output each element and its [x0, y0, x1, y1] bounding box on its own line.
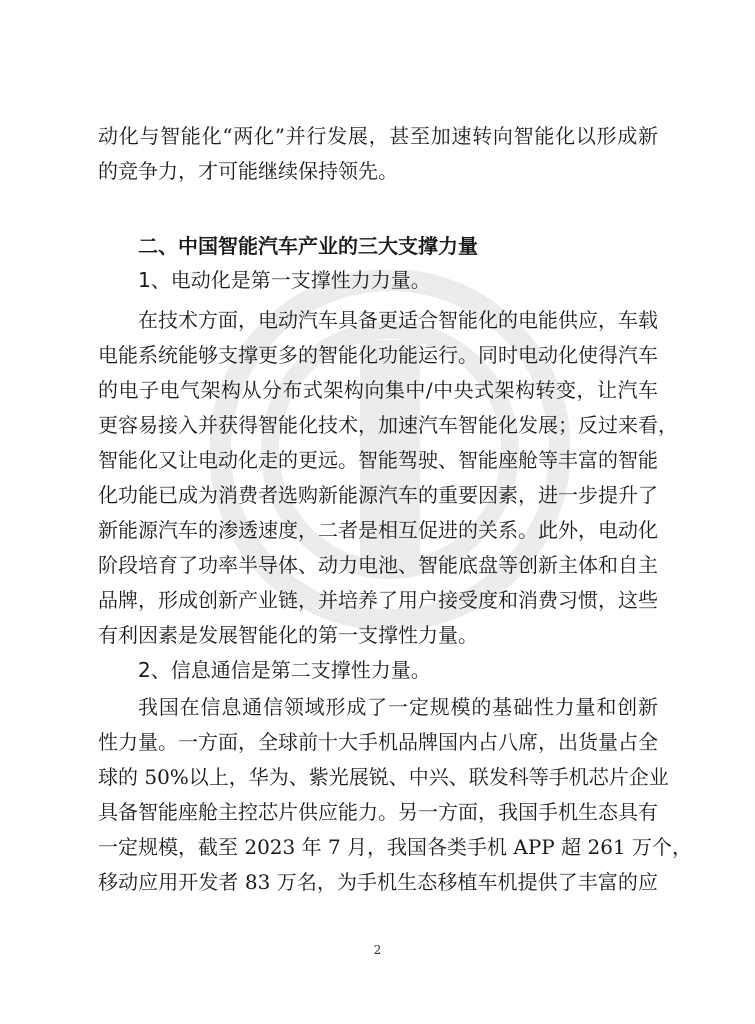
point1-line-4: 更容易接入并获得智能化技术，加速汽车智能化发展；反过来看，	[98, 413, 678, 437]
point1-title: 1、电动化是第一支撑性力力量。	[138, 268, 431, 292]
point1-line-2: 电能系统能够支撑更多的智能化功能运行。同时电动化使得汽车	[98, 343, 658, 367]
point2-line-1: 我国在信息通信领域形成了一定规模的基础性力量和创新	[138, 695, 658, 719]
point2-line-5: 一定规模，截至 2023 年 7 月，我国各类手机 APP 超 261 万个，	[98, 835, 693, 859]
point1-line-8: 阶段培育了功率半导体、动力电池、智能底盘等创新主体和自主	[98, 553, 658, 577]
point2-line-4: 具备智能座舱主控芯片供应能力。另一方面，我国手机生态具有	[98, 800, 658, 824]
continuation-line-1: 动化与智能化“两化”并行发展，甚至加速转向智能化以形成新	[98, 124, 658, 148]
point2-title: 2、信息通信是第二支撑性力量。	[138, 658, 431, 682]
point2-line-3: 球的 50%以上，华为、紫光展锐、中兴、联发科等手机芯片企业	[98, 765, 669, 789]
section-heading: 二、中国智能汽车产业的三大支撑力量	[138, 234, 478, 258]
point1-line-7: 新能源汽车的渗透速度，二者是相互促进的关系。此外，电动化	[98, 518, 658, 542]
point1-line-5: 智能化又让电动化走的更远。智能驾驶、智能座舱等丰富的智能	[98, 448, 658, 472]
point1-line-9: 品牌，形成创新产业链，并培养了用户接受度和消费习惯，这些	[98, 588, 658, 612]
page-number: 2	[373, 943, 382, 957]
point1-line-3: 的电子电气架构从分布式架构向集中/中央式架构转变，让汽车	[98, 378, 658, 402]
point2-line-2: 性力量。一方面，全球前十大手机品牌国内占八席，出货量占全	[98, 730, 658, 754]
point1-line-6: 化功能已成为消费者选购新能源汽车的重要因素，进一步提升了	[98, 483, 658, 507]
point2-line-6: 移动应用开发者 83 万名，为手机生态移植车机提供了丰富的应	[98, 870, 658, 894]
point1-line-1: 在技术方面，电动汽车具备更适合智能化的电能供应，车载	[138, 308, 658, 332]
continuation-line-2: 的竞争力，才可能继续保持领先。	[98, 159, 398, 183]
point1-line-10: 有利因素是发展智能化的第一支撑性力量。	[98, 623, 478, 647]
